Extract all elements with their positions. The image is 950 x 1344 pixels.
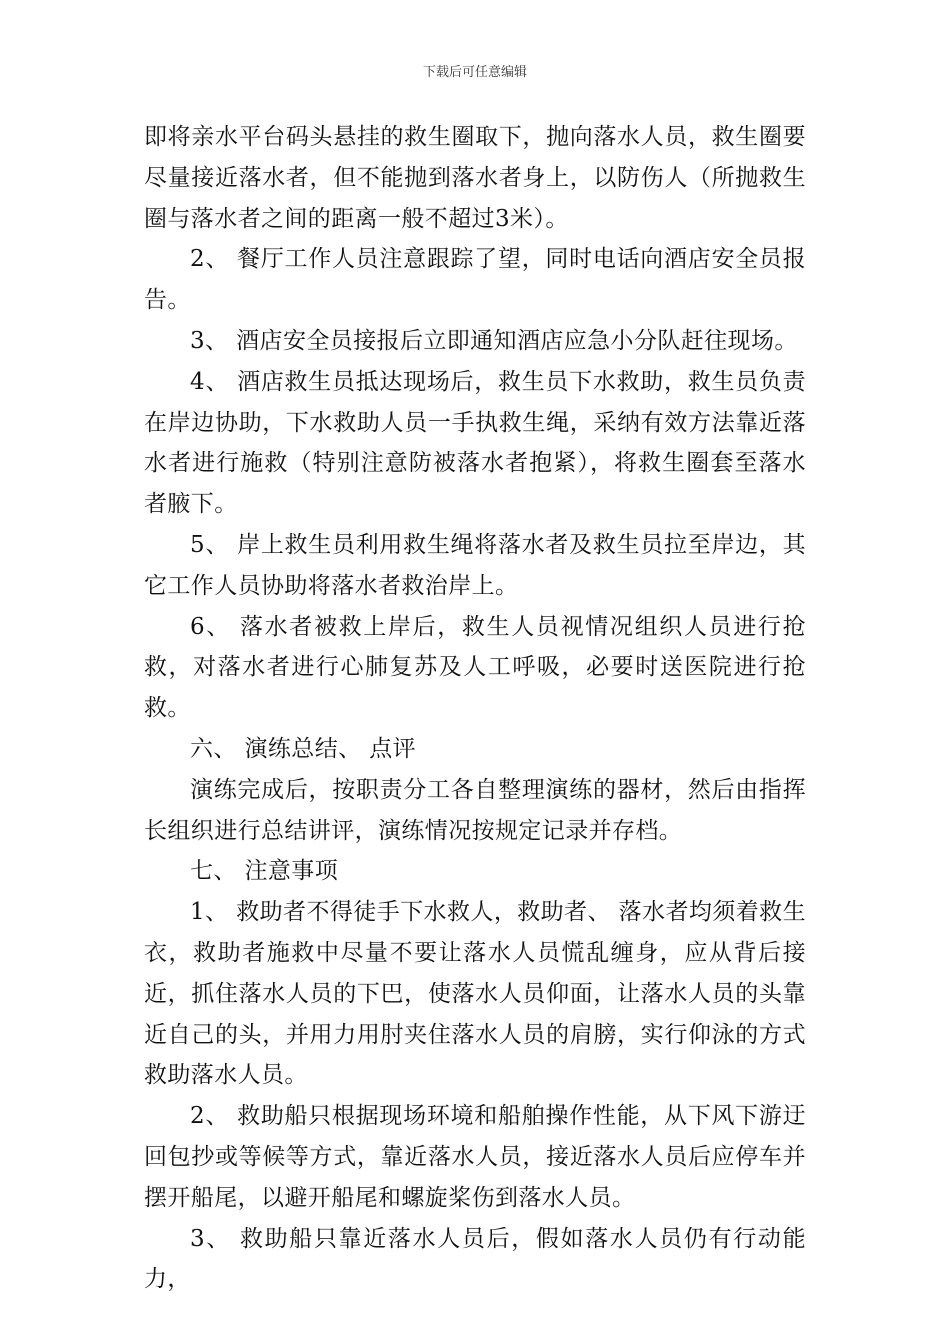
paragraph: 5、 岸上救生员利用救生绳将落水者及救生员拉至岸边，其它工作人员协助将落水者救治岸上。 (144, 531, 806, 599)
paragraph: 即将亲水平台码头悬挂的救生圈取下，抛向落水人员，救生圈要尽量接近落水者，但不能抛到落水者身上，以防伤人（所抛救生圈与落水者之间的距离一般不超过3米）。 (144, 124, 806, 232)
paragraph: 演练完成后，按职责分工各自整理演练的器材，然后由指挥长组织进行总结讲评，演练情况按规定记录并存档。 (144, 776, 806, 844)
paragraph: 3、 酒店安全员接报后立即通知酒店应急小分队赶往现场。 (190, 327, 798, 354)
section-heading: 六、 演练总结、 点评 (190, 735, 417, 762)
paragraph: 2、 救助船只根据现场环境和船舶操作性能，从下风下游迂回包抄或等候等方式，靠近落水人员，接近落水人员后应停车并摆开船尾，以避开船尾和螺旋桨伤到落水人员。 (144, 1103, 806, 1211)
page-header: 下载后可任意编辑 (422, 65, 527, 80)
paragraph: 3、 救助船只靠近落水人员后，假如落水人员仍有行动能力， (144, 1225, 806, 1293)
paragraph: 6、 落水者被救上岸后，救生人员视情况组织人员进行抢救，对落水者进行心肺复苏及人工呼吸，必要时送医院进行抢救。 (144, 613, 806, 722)
section-heading: 七、 注意事项 (190, 858, 339, 885)
document-body (144, 117, 806, 1300)
paragraph: 2、 餐厅工作人员注意跟踪了望，同时电话向酒店安全员报告。 (144, 246, 806, 314)
paragraph: 1、 救助者不得徒手下水救人，救助者、 落水者均须着救生衣，救助者施救中尽量不要让落水人员慌乱缠身，应从背后接近，抓住落水人员的下巴，使落水人员仰面，让落水人员的头靠近自己的头，并用力用肘夹住落水人员的肩膀，实行仰泳的方式救助落水人员。 (144, 899, 806, 1089)
paragraph: 4、 酒店救生员抵达现场后，救生员下水救助，救生员负责在岸边协助，下水救助人员一手执救生绳，采纳有效方法靠近落水者进行施救（特别注意防被落水者抱紧），将救生圈套至落水者腋下。 (144, 368, 806, 518)
